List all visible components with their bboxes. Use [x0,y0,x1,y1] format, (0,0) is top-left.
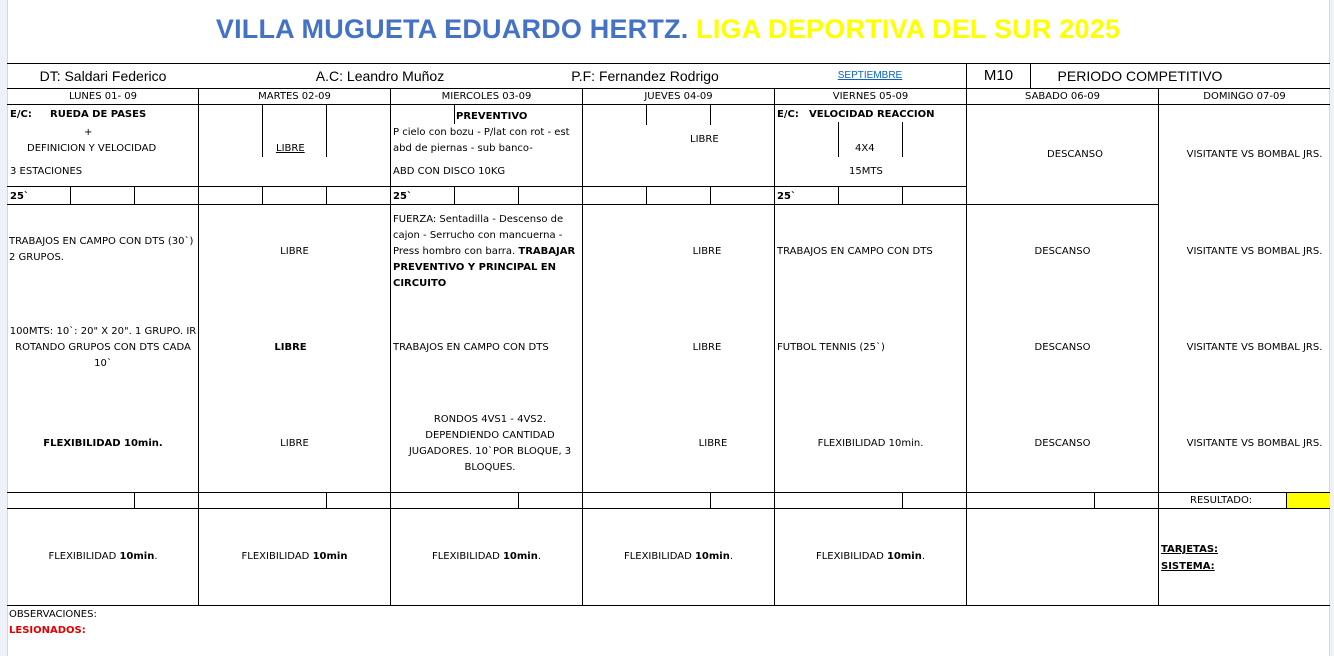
subgrid-line [902,186,903,204]
mon-title: RUEDA DE PASES [50,109,147,120]
fri-ec: E/C: [777,109,799,120]
period-label: PERIODO COMPETITIVO [1057,68,1223,84]
result-label: RESULTADO: [1190,495,1253,506]
wed-b2 [393,212,581,292]
mon-time: 25` [10,191,29,202]
subgrid-line [518,492,519,508]
tue-b2: LIBRE [280,246,309,257]
lesionados-label: LESIONADOS: [9,625,86,636]
observaciones-label: OBSERVACIONES: [9,609,97,620]
subgrid-line [454,104,455,124]
fri-b4: FLEXIBILIDAD 10min. [817,438,924,449]
thu-b3: LIBRE [692,342,722,353]
mon-b5-dot: . [154,551,158,562]
subgrid-line [70,186,71,204]
wed-b5-time: 10min [502,551,538,562]
wed-b5-dot: . [537,551,542,562]
fri-b5-text: FLEXIBILIDAD [815,551,884,562]
tue-b5-time: 10min [312,551,348,562]
wed-b5-text: FLEXIBILIDAD [431,551,500,562]
mon-b5-time: 10min [119,551,155,562]
result-value-cell[interactable] [1287,493,1330,508]
title-club: VILLA MUGUETA EDUARDO HERTZ [215,14,681,44]
physical-trainer: P.F: Fernandez Rodrigo [571,68,719,84]
wed-line3: ABD CON DISCO 10KG [393,166,506,177]
mon-ec: E/C: [10,109,32,120]
thu-b4: LIBRE [698,438,728,449]
tarjetas-label: TARJETAS: [1161,544,1219,555]
fri-b5-time: 10min [886,551,922,562]
mon-plus: + [84,127,93,138]
mon-b3: 100MTS: 10`: 20" X 20". 1 GRUPO. IR ROTANDO GRUPOS CON DTS CADA 10` [9,326,197,369]
subgrid-line [454,186,455,204]
grid-line [7,605,1330,606]
thu-b5 [583,548,774,566]
day-header-sunday: DOMINGO 07-09 [1203,90,1286,102]
mon-stations: 3 ESTACIONES [10,166,83,177]
sun-match: VISITANTE VS BOMBAL JRS. [1186,148,1323,160]
mon-b4: FLEXIBILIDAD 10min. [43,438,163,449]
sun-b4: VISITANTE VS BOMBAL JRS. [1186,438,1323,449]
day-header-friday: VIERNES 05-09 [832,90,909,102]
wed-b2-circuit: TRABAJAR PREVENTIVO Y PRINCIPAL EN CIRCUITO [393,246,576,289]
mon-def: DEFINICION Y VELOCIDAD [27,143,157,154]
wed-line1: P cielo con bozu - P/lat con rot - est [393,127,570,138]
subgrid-line [262,104,263,157]
fri-b3: FUTBOL TENNIS (25`) [777,342,885,353]
fri-time: 25` [777,191,796,202]
assistant-coach: A.C: Leandro Muñoz [315,68,445,84]
subgrid-line [1094,492,1095,508]
fri-b5 [775,548,966,566]
grid-line [7,204,1159,205]
tue-b5 [199,548,390,566]
grid-line [7,492,1330,493]
mon-b2: TRABAJOS EN CAMPO CON DTS (30`) 2 GRUPOS. [9,236,194,263]
sat-b3: DESCANSO [1034,342,1091,353]
subgrid-line [710,492,711,508]
subgrid-line [326,104,327,157]
title-dot: . [680,14,689,44]
subgrid-line [262,186,263,204]
tue-b4: LIBRE [280,438,309,449]
thu-b5-dot: . [729,551,734,562]
subgrid-line [710,186,711,204]
wed-line2: abd de piernas - sub banco- [393,143,533,154]
day-header-thursday: JUEVES 04-09 [644,90,713,102]
subgrid-line [326,492,327,508]
grid-line [7,508,1330,509]
row-header-strip [0,0,8,656]
day-header-saturday: SABADO 06-09 [1025,90,1100,102]
thu-b5-time: 10min [694,551,730,562]
sat-b4: DESCANSO [1034,438,1091,449]
sistema-label: SISTEMA: [1161,561,1215,572]
subgrid-line [838,122,839,157]
head-coach: DT: Saldari Federico [39,68,167,84]
grid-line [390,88,391,605]
month-link[interactable]: SEPTIEMBRE [837,70,903,81]
day-header-monday: LUNES 01- 09 [69,90,137,102]
wed-b4: RONDOS 4VS1 - 4VS2. DEPENDIENDO CANTIDAD JUGADORES. 10`POR BLOQUE, 3 BLOQUES. [408,414,572,473]
subgrid-line [134,492,135,508]
subgrid-line [134,186,135,204]
subgrid-line [902,492,903,508]
subgrid-line [838,186,839,204]
sun-b2: VISITANTE VS BOMBAL JRS. [1186,246,1323,257]
subgrid-line [902,122,903,157]
sat-descanso: DESCANSO [1047,148,1103,160]
title-league: LIGA DEPORTIVA DEL SUR 2025 [688,14,1121,44]
tue-b5-text: FLEXIBILIDAD [241,551,310,562]
wed-b2-strength: FUERZA: Sentadilla - Descenso de cajon - Serrucho con mancuerna - Press hombro con barra. [393,214,564,257]
day-header-tuesday: MARTES 02-09 [258,90,331,102]
subgrid-line [646,186,647,204]
tue-libre: LIBRE [276,143,305,154]
tue-b3: LIBRE [274,342,307,353]
wed-b3: TRABAJOS EN CAMPO CON DTS [393,342,549,353]
thu-b5-text: FLEXIBILIDAD [623,551,692,562]
sat-b2: DESCANSO [1034,246,1091,257]
page-title [8,14,1328,45]
mon-b5 [8,548,198,566]
sun-b3: VISITANTE VS BOMBAL JRS. [1186,342,1323,353]
subgrid-line [518,186,519,204]
fri-b2: TRABAJOS EN CAMPO CON DTS [777,246,933,257]
subgrid-line [7,186,966,187]
day-header-wednesday: MIERCOLES 03-09 [441,90,532,102]
subgrid-line [646,104,647,125]
category-label: M10 [983,67,1014,84]
wed-time: 25` [393,191,412,202]
fri-b5-dot: . [921,551,926,562]
thu-b2: LIBRE [692,246,722,257]
subgrid-line [326,186,327,204]
thu-libre: LIBRE [690,134,719,145]
subgrid-line [710,104,711,125]
mon-b5-text: FLEXIBILIDAD [48,551,117,562]
fri-15mts: 15MTS [849,166,883,177]
fri-title: VELOCIDAD REACCION [809,109,935,120]
wed-b5 [391,548,582,566]
wed-title: PREVENTIVO [456,111,528,122]
fri-4x4: 4X4 [855,143,875,154]
